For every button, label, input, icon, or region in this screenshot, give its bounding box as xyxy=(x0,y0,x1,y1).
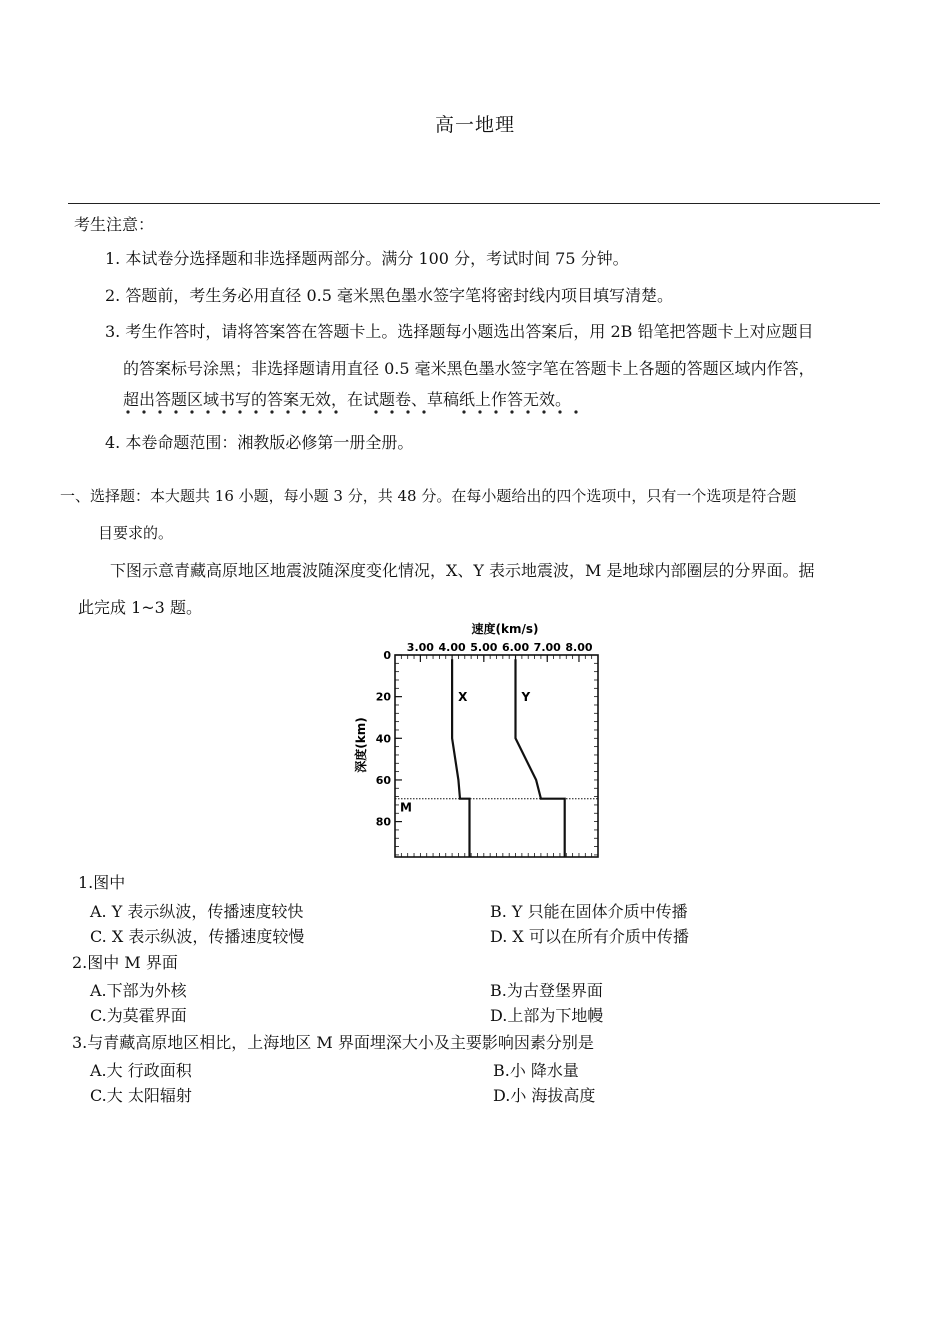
question-3-option-c: C.大 太阳辐射 xyxy=(90,1086,192,1105)
m-boundary-label: M xyxy=(400,800,412,815)
question-1-option-d: D. X 可以在所有介质中传播 xyxy=(490,927,689,946)
x-tick-label: 4.00 xyxy=(438,641,466,654)
series-x-label: X xyxy=(458,689,468,704)
notice-item-3-line-2: 的答案标号涂黑；非选择题请用直径 0.5 毫米黑色墨水签字笔在答题卡上各题的答题区域内作答， xyxy=(123,359,815,378)
page-title: 高一地理 xyxy=(434,114,515,136)
question-1-option-b: B. Y 只能在固体介质中传播 xyxy=(490,902,688,921)
question-3-option-b: B.小 降水量 xyxy=(493,1061,579,1080)
emphasis-dots xyxy=(123,408,603,416)
question-1-option-c: C. X 表示纵波，传播速度较慢 xyxy=(90,927,305,946)
seismic-wave-chart xyxy=(345,615,615,865)
x-tick-labels xyxy=(407,641,593,654)
notice-item-3-line-3: 超出答题区域书写的答案无效，在试题卷、草稿纸上作答无效。 xyxy=(123,390,572,409)
notice-item-1: 1. 本试卷分选择题和非选择题两部分。满分 100 分，考试时间 75 分钟。 xyxy=(105,249,629,268)
header-divider xyxy=(68,203,880,204)
question-2-option-c: C.为莫霍界面 xyxy=(90,1006,187,1025)
question-2-option-a: A.下部为外核 xyxy=(90,981,187,1000)
question-2-option-b: B.为古登堡界面 xyxy=(490,981,603,1000)
question-3-option-a: A.大 行政面积 xyxy=(90,1061,192,1080)
intro-line-2: 此完成 1~3 题。 xyxy=(78,598,202,617)
question-3-option-d: D.小 海拔高度 xyxy=(493,1086,596,1105)
y-axis-label: 深度(km) xyxy=(354,717,368,773)
y-tick-label: 20 xyxy=(375,690,391,704)
notice-heading: 考生注意： xyxy=(74,215,155,234)
chart-title: 速度(km/s) xyxy=(471,622,539,636)
plot-frame xyxy=(395,655,598,857)
question-1-stem: 1.图中 xyxy=(78,873,126,892)
x-tick-label: 5.00 xyxy=(470,641,498,654)
axis-ticks xyxy=(395,655,598,857)
section-heading-line-1: 一、选择题：本大题共 16 小题，每小题 3 分，共 48 分。在每小题给出的四个选项中，只有一个选项是符合题 xyxy=(60,487,797,505)
notice-item-2: 2. 答题前，考生务必用直径 0.5 毫米黑色墨水签字笔将密封线内项目填写清楚。 xyxy=(105,286,673,305)
notice-item-4: 4. 本卷命题范围：湘教版必修第一册全册。 xyxy=(105,433,414,452)
x-tick-label: 6.00 xyxy=(501,641,530,654)
notice-item-3-line-1: 3. 考生作答时，请将答案答在答题卡上。选择题每小题选出答案后，用 2B 铅笔把答题卡上对应题目 xyxy=(105,322,814,341)
x-tick-label: 7.00 xyxy=(533,641,561,654)
question-2-option-d: D.上部为下地幔 xyxy=(490,1006,604,1025)
x-tick-label: 8.00 xyxy=(565,641,593,654)
y-tick-label: 60 xyxy=(375,773,391,787)
intro-line-1: 下图示意青藏高原地区地震波随深度变化情况，X、Y 表示地震波，M 是地球内部圈层的分界面。据 xyxy=(110,561,815,580)
y-tick-labels xyxy=(376,649,392,829)
y-tick-label: 80 xyxy=(375,815,391,829)
section-heading-line-2: 目要求的。 xyxy=(98,524,174,542)
y-tick-label: 0 xyxy=(383,649,391,662)
series-y-label: Y xyxy=(521,689,531,704)
question-2-stem: 2.图中 M 界面 xyxy=(72,953,178,972)
question-3-stem: 3.与青藏高原地区相比，上海地区 M 界面埋深大小及主要影响因素分别是 xyxy=(72,1033,594,1052)
y-tick-label: 40 xyxy=(375,732,391,746)
question-1-option-a: A. Y 表示纵波，传播速度较快 xyxy=(90,902,304,921)
x-tick-label: 3.00 xyxy=(406,641,434,654)
